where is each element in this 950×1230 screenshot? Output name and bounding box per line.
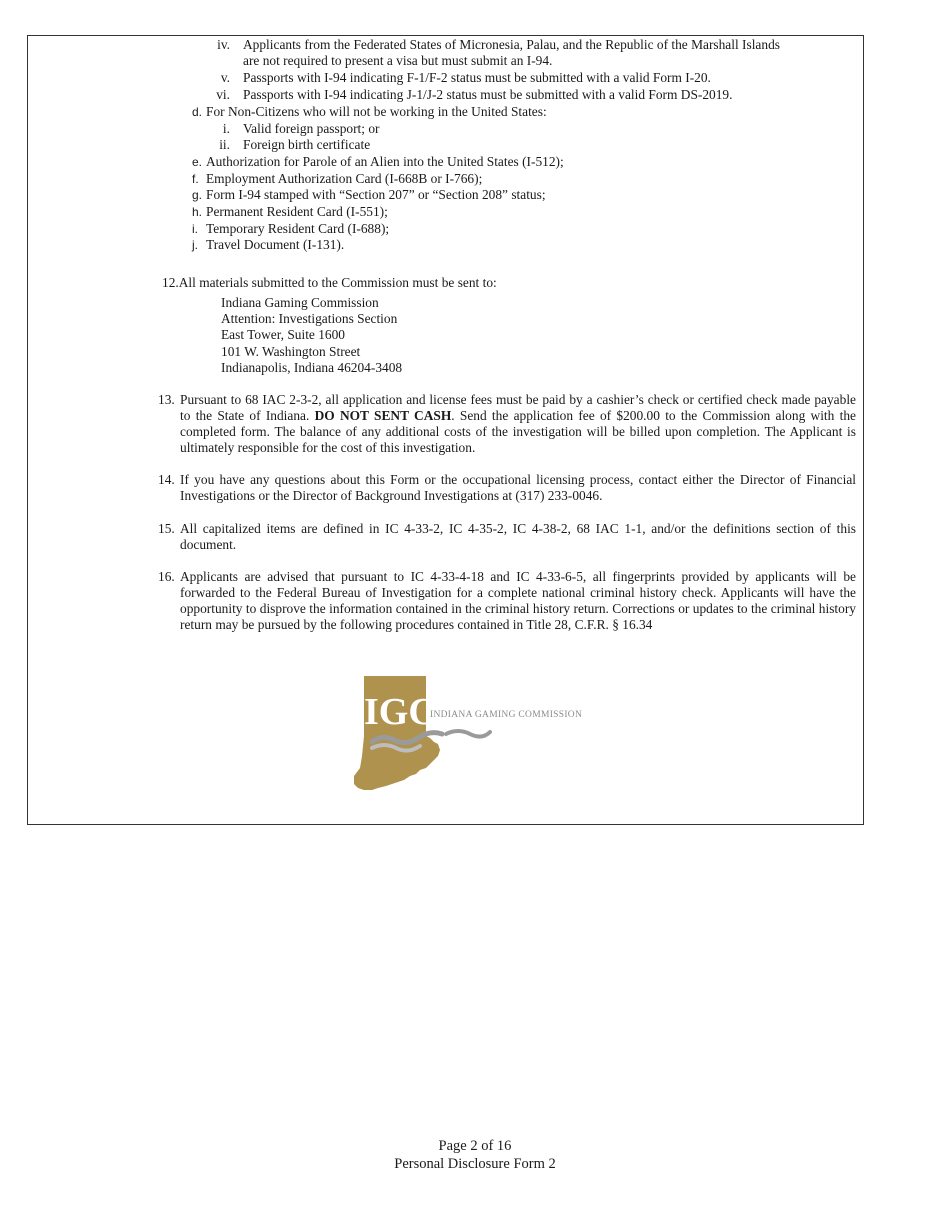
item-14-num: 14. xyxy=(158,472,175,487)
address-line: Attention: Investigations Section xyxy=(221,311,398,326)
roman-iv-line2: are not required to present a visa but must submit an I-94. xyxy=(243,53,553,68)
page-number: Page 2 of 16 xyxy=(438,1138,512,1154)
letter-e: e. xyxy=(192,155,203,169)
d-sub-i-text: Valid foreign passport; or xyxy=(243,121,380,136)
item-14-paragraph: If you have any questions about this Form or the occupational licensing process, contact either the Director of Financial Investigations or the Director of Background Investigations at (317) 233-0046. xyxy=(180,472,856,503)
letter-i: i. xyxy=(192,222,198,236)
roman-iv-line1: Applicants from the Federated States of Micronesia, Palau, and the Republic of the Marshall Islands xyxy=(243,37,780,52)
address-line: 101 W. Washington Street xyxy=(221,344,361,359)
item-13-num: 13. xyxy=(158,392,175,407)
item-15-num: 15. xyxy=(158,521,175,536)
item-16-paragraph: Applicants are advised that pursuant to IC 4-33-4-18 and IC 4-33-6-5, all fingerprints provided by applicants will be forwarded to the Federal Bureau of Investigation for a complete national criminal history check. Applicants will have the opportunity to disprove the information contained in the criminal history return. Corrections or updates to the criminal history return may be pursued by the following procedures contained in Title 28, C.F.R. § 16.34 xyxy=(180,569,856,632)
d-sub-num-ii: ii. xyxy=(219,137,230,152)
roman-num-iv: iv. xyxy=(217,37,230,52)
address-line: Indiana Gaming Commission xyxy=(221,295,379,310)
indiana-state-logo-icon xyxy=(350,676,590,794)
item-13-bold: DO NOT SENT CASH xyxy=(314,408,452,423)
letter-d: d. xyxy=(192,105,203,119)
letter-h: h. xyxy=(192,205,203,219)
letter-j: j. xyxy=(192,238,198,252)
roman-num-v: v. xyxy=(220,70,230,85)
svg-text:IGC: IGC xyxy=(364,691,436,733)
item-d-text: For Non-Citizens who will not be working in the United States: xyxy=(206,104,547,119)
item-15-paragraph: All capitalized items are defined in IC 4-33-2, IC 4-35-2, IC 4-38-2, 68 IAC 1-1, and/or the definitions section of this document. xyxy=(180,521,856,552)
address-line: Indianapolis, Indiana 46204-3408 xyxy=(221,360,403,375)
svg-text:INDIANA GAMING COMMISSION: INDIANA GAMING COMMISSION xyxy=(430,710,583,720)
item-13-paragraph: Pursuant to 68 IAC 2-3-2, all application and license fees must be paid by a cashier’s check or certified check made payable to the State of Indiana. DO NOT SENT CASH. Send the application fee of $200.00 to the Commission along with the completed form. The balance of any additional costs of the investigation will be billed upon completion. The Applicant is ultimately responsible for the cost of this investigation. xyxy=(180,392,856,455)
roman-num-vi: vi. xyxy=(216,87,230,102)
item-e-text: Authorization for Parole of an Alien into the United States (I-512); xyxy=(206,154,564,169)
roman-v-text: Passports with I-94 indicating F-1/F-2 status must be submitted with a valid Form I-20. xyxy=(243,70,711,85)
item-16-num: 16. xyxy=(158,569,175,584)
letter-f: f. xyxy=(192,172,199,186)
address-line: East Tower, Suite 1600 xyxy=(221,327,345,342)
item-12-text: 12.All materials submitted to the Commission must be sent to: xyxy=(162,275,497,290)
item-j-text: Travel Document (I-131). xyxy=(206,237,345,252)
roman-vi-text: Passports with I-94 indicating J-1/J-2 status must be submitted with a valid Form DS-2019. xyxy=(243,87,733,102)
item-i-text: Temporary Resident Card (I-688); xyxy=(206,221,390,236)
igc-logo xyxy=(350,676,590,794)
item-g-text: Form I-94 stamped with “Section 207” or “Section 208” status; xyxy=(206,187,546,202)
form-name: Personal Disclosure Form 2 xyxy=(394,1156,556,1172)
item-h-text: Permanent Resident Card (I-551); xyxy=(206,204,388,219)
item-f-text: Employment Authorization Card (I-668B or I-766); xyxy=(206,171,483,186)
d-sub-num-i: i. xyxy=(222,121,230,136)
letter-g: g. xyxy=(192,188,203,202)
d-sub-ii-text: Foreign birth certificate xyxy=(243,137,371,152)
